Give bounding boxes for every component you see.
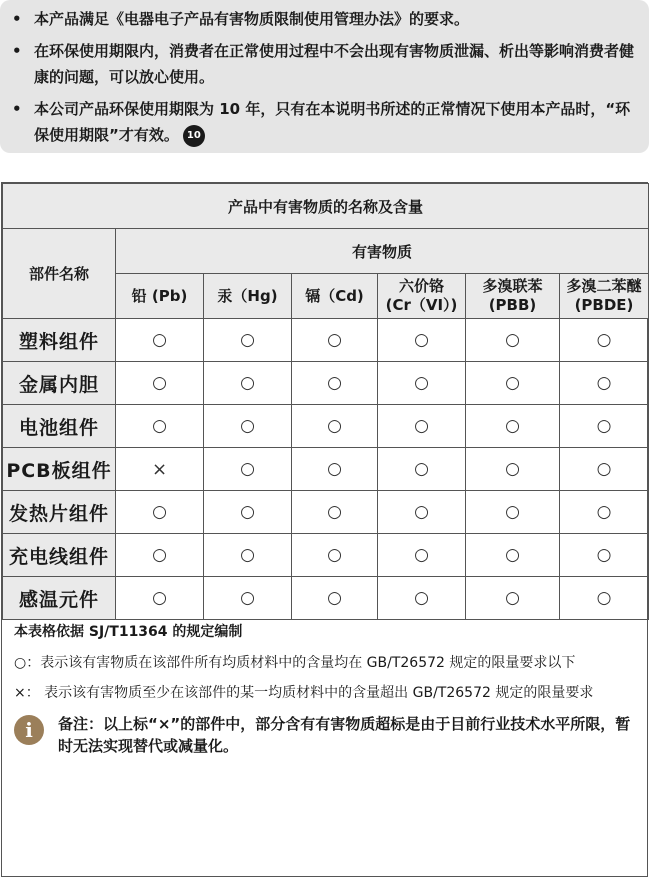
within-limit-mark: ○ [378,577,466,620]
substances-grid [2,183,649,620]
bullet-dot: • [12,100,22,118]
within-limit-mark: ○ [560,405,649,448]
cross-note: ×： 表示该有害物质至少在该部件的某一均质材料中的含量超出 GB/T26572 规定的限量要求 [14,685,594,701]
remark [14,713,642,757]
part-name-cell: 感温元件 [3,577,116,620]
bullet-dot: • [12,42,22,60]
within-limit-mark: ○ [466,534,560,577]
notes-title: 本表格依据 SJ/T11364 的规定编制 [14,624,243,640]
circle-note: ○：表示该有害物质在该部件所有均质材料中的含量均在 GB/T26572 规定的限量要求以下 [14,655,576,671]
column-header-line: (PBDE) [574,296,634,314]
within-limit-mark: ○ [204,448,292,491]
within-limit-mark: ○ [378,362,466,405]
table-row [3,534,649,577]
within-limit-mark: ○ [292,491,378,534]
within-limit-mark: ○ [116,491,204,534]
within-limit-mark: ○ [116,577,204,620]
within-limit-mark: ○ [378,319,466,362]
within-limit-mark: ○ [116,319,204,362]
column-header-line: 多溴二苯醚 [566,277,642,295]
table-body [3,319,649,620]
within-limit-mark: ○ [292,534,378,577]
column-header-line: 六价铬 [398,277,444,295]
substance-column-header [204,274,292,319]
part-name-cell: 塑料组件 [3,319,116,362]
notice-text: 在环保使用期限内，消费者在正常使用过程中不会出现有害物质泄漏、析出等影响消费者健康的问题，可以放心使用。 [34,42,635,86]
notice-item [0,6,649,32]
table-row [3,319,649,362]
column-header-line: 汞（Hg) [217,286,278,305]
column-header-line: 多溴联苯 [482,277,543,295]
within-limit-mark: ○ [378,405,466,448]
within-limit-mark: ○ [560,534,649,577]
within-limit-mark: ○ [292,448,378,491]
environmental-notice [0,0,649,153]
column-header-line: 镉（Cd) [305,286,364,305]
within-limit-mark: ○ [204,319,292,362]
within-limit-mark: ○ [560,577,649,620]
substance-header: 有害物质 [116,229,649,274]
table-row [3,491,649,534]
within-limit-mark: ○ [466,577,560,620]
within-limit-mark: ○ [466,319,560,362]
table-row [3,448,649,491]
part-name-cell: 金属内胆 [3,362,116,405]
table-title: 产品中有害物质的名称及含量 [3,184,649,229]
remark-text: 备注：以上标“×”的部件中，部分含有有害物质超标是由于目前行业技术水平所限，暂时无法实现替代或减量化。 [58,715,631,755]
column-header-line: 铅 (Pb) [131,286,188,305]
notice-text: 本公司产品环保使用期限为 10 年，只有在本说明书所述的正常情况下使用本产品时，“环保使用期限”才有效。 [34,100,631,144]
within-limit-mark: ○ [204,491,292,534]
info-icon: i [14,715,44,745]
within-limit-mark: ○ [292,577,378,620]
within-limit-mark: ○ [116,362,204,405]
within-limit-mark: ○ [116,534,204,577]
notice-text: 本产品满足《电器电子产品有害物质限制使用管理办法》的要求。 [34,10,470,28]
within-limit-mark: ○ [560,319,649,362]
within-limit-mark: ○ [466,362,560,405]
bullet-dot: • [12,10,22,28]
ten-year-epup-icon: 10 [183,125,205,147]
within-limit-mark: ○ [204,577,292,620]
column-header-line: (PBB) [488,296,537,314]
hazardous-substances-table [1,182,648,877]
part-name-cell: 发热片组件 [3,491,116,534]
within-limit-mark: ○ [204,362,292,405]
within-limit-mark: ○ [292,405,378,448]
within-limit-mark: ○ [378,534,466,577]
within-limit-mark: ○ [378,491,466,534]
within-limit-mark: ○ [560,448,649,491]
substance-column-header [378,274,466,319]
notice-item [0,38,649,90]
within-limit-mark: ○ [466,448,560,491]
within-limit-mark: ○ [466,491,560,534]
part-name-cell: 电池组件 [3,405,116,448]
within-limit-mark: ○ [292,362,378,405]
notice-item [0,96,649,148]
table-notes [14,622,642,757]
within-limit-mark: ○ [204,534,292,577]
within-limit-mark: ○ [466,405,560,448]
substance-column-header [292,274,378,319]
table-row [3,362,649,405]
part-name-cell: PCB板组件 [3,448,116,491]
substance-column-header [560,274,649,319]
part-name-header: 部件名称 [3,229,116,319]
column-header-line: (Cr（VI）) [385,296,458,314]
within-limit-mark: ○ [116,405,204,448]
part-name-cell: 充电线组件 [3,534,116,577]
substance-column-header [466,274,560,319]
table-row [3,577,649,620]
exceeds-limit-mark: × [116,448,204,491]
within-limit-mark: ○ [292,319,378,362]
table-row [3,405,649,448]
substance-column-header [116,274,204,319]
within-limit-mark: ○ [560,491,649,534]
within-limit-mark: ○ [560,362,649,405]
within-limit-mark: ○ [204,405,292,448]
within-limit-mark: ○ [378,448,466,491]
